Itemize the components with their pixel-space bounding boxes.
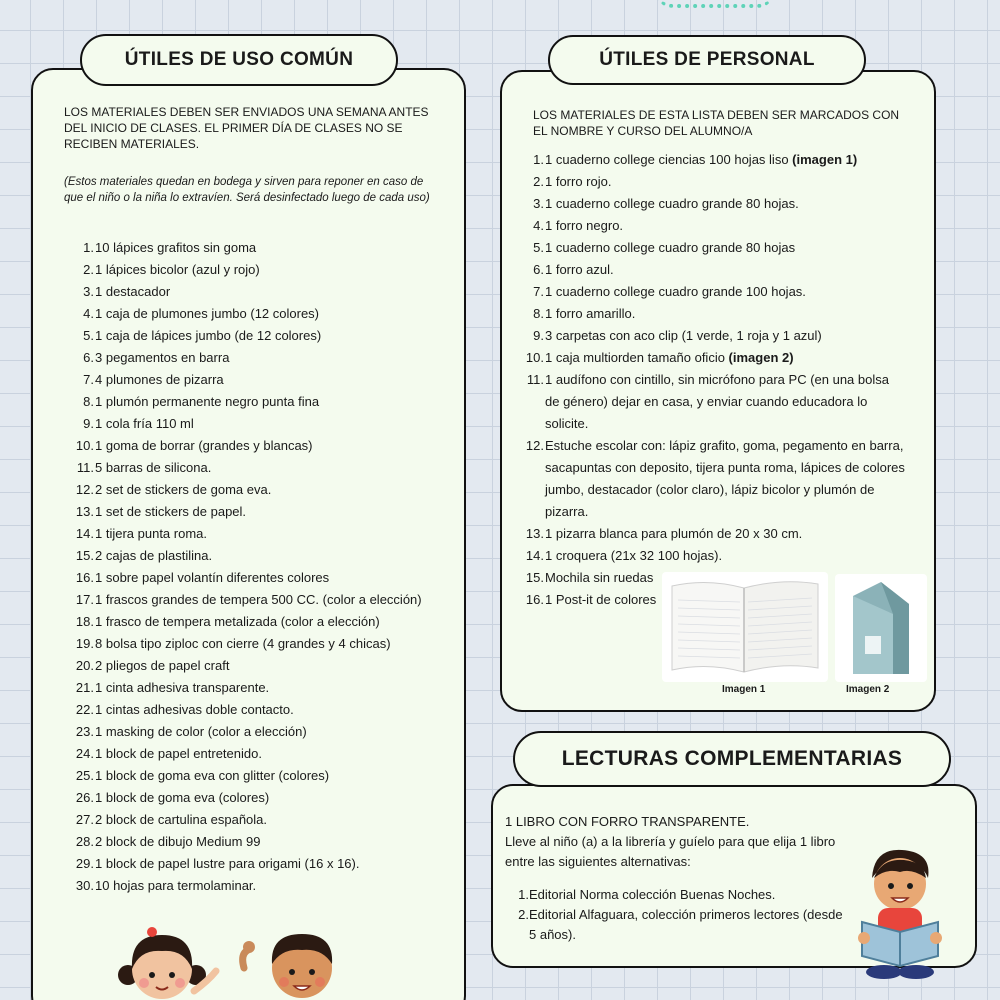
list-item-text	[95, 369, 460, 391]
comun-list	[60, 237, 460, 897]
list-item-text	[95, 523, 460, 545]
list-item-text	[95, 435, 460, 457]
list-item	[60, 501, 460, 523]
list-item-label: 1 plumón permanente negro punta fina	[95, 394, 320, 409]
list-item-text	[95, 259, 460, 281]
list-item-label: 3 pegamentos en barra	[95, 350, 230, 365]
list-item	[525, 149, 905, 171]
list-item-number: 10.	[525, 350, 544, 365]
list-item-number: 30.	[75, 878, 94, 893]
list-item-text	[95, 281, 460, 303]
list-item-text	[95, 567, 460, 589]
boy-waving-illustration	[236, 928, 346, 1000]
list-item-number: 13.	[525, 526, 544, 541]
decorative-dotted-arc	[655, 0, 775, 8]
list-item-number: 10.	[75, 438, 94, 453]
list-item-number: 1.	[533, 152, 544, 167]
list-item	[60, 875, 460, 897]
list-item-label: 1 frasco de tempera metalizada (color a elección)	[95, 614, 380, 629]
list-item-label: 1 forro negro.	[545, 218, 624, 233]
list-item	[525, 193, 905, 215]
list-item	[525, 171, 905, 193]
lecturas-line2: Lleve al niño (a) a la librería y guíelo para que elija 1 libro entre las siguientes alternativas:	[505, 834, 836, 869]
list-item-text	[545, 259, 905, 281]
list-item	[60, 787, 460, 809]
list-item-label: 2 block de dibujo Medium 99	[95, 834, 261, 849]
list-item-number: 3.	[533, 196, 544, 211]
list-item-number: 17.	[75, 592, 94, 607]
list-item-label: 10 lápices grafitos sin goma	[95, 240, 257, 255]
list-item-label: 1 block de goma eva con glitter (colores)	[95, 768, 330, 783]
list-item	[60, 589, 460, 611]
list-item-text	[95, 831, 460, 853]
list-item	[60, 523, 460, 545]
list-item	[60, 391, 460, 413]
list-item	[513, 885, 843, 905]
list-item-label: 1 croquera (21x 32 100 hojas).	[545, 548, 723, 563]
list-item-label: 4 plumones de pizarra	[95, 372, 224, 387]
list-item	[60, 809, 460, 831]
list-item	[525, 545, 905, 567]
list-item-label: Estuche escolar con: lápiz grafito, goma, pegamento en barra, sacapuntas con deposito, tijera punta roma, lápices de colores jumbo, destacador (color claro), lápiz bicolor y plumón de pizarra.	[545, 438, 905, 519]
list-item-number: 2.	[533, 174, 544, 189]
reading-boy-illustration	[852, 844, 948, 980]
list-item-number: 25.	[75, 768, 94, 783]
list-item-number: 14.	[75, 526, 94, 541]
list-item	[60, 457, 460, 479]
list-item-text	[95, 413, 460, 435]
list-item-label: 1 Post-it de colores	[545, 592, 657, 607]
list-item-text	[95, 655, 460, 677]
list-item	[525, 237, 905, 259]
list-item-number: 22.	[75, 702, 94, 717]
list-item-label: 1 block de goma eva (colores)	[95, 790, 270, 805]
list-item-number: 23.	[75, 724, 94, 739]
list-item-text	[545, 545, 905, 567]
list-item-label: 1 destacador	[95, 284, 171, 299]
comun-note: (Estos materiales quedan en bodega y sirven para reponer en caso de que el niño o la niña lo extravíen. Será desinfectado luego de cada uso)	[64, 176, 430, 204]
list-item-text	[95, 875, 460, 897]
list-item-label: 1 block de papel lustre para origami (16 x 16).	[95, 856, 360, 871]
list-item-text	[95, 391, 460, 413]
list-item-number: 5.	[83, 328, 94, 343]
list-item	[60, 325, 460, 347]
list-item-label: 1 cola fría 110 ml	[95, 416, 194, 431]
list-item-label: 2 set de stickers de goma eva.	[95, 482, 272, 497]
list-item-text	[95, 721, 460, 743]
personal-list	[525, 149, 905, 611]
list-item-label: 1 goma de borrar (grandes y blancas)	[95, 438, 313, 453]
list-item-number: 26.	[75, 790, 94, 805]
list-item	[60, 413, 460, 435]
list-item-label: 2 block de cartulina española.	[95, 812, 268, 827]
list-item-number: 15.	[75, 548, 94, 563]
list-item-label: 1 cinta adhesiva transparente.	[95, 680, 270, 695]
list-item-number: 6.	[533, 262, 544, 277]
list-item-number: 5.	[533, 240, 544, 255]
list-item	[525, 369, 905, 435]
list-item-label: 5 barras de silicona.	[95, 460, 212, 475]
list-item	[60, 259, 460, 281]
list-item-text	[95, 501, 460, 523]
list-item	[525, 347, 905, 369]
personal-title: ÚTILES DE PERSONAL	[548, 35, 866, 85]
list-item-text	[95, 347, 460, 369]
list-item-number: 2.	[83, 262, 94, 277]
list-item	[60, 765, 460, 787]
list-item-label: 1 masking de color (color a elección)	[95, 724, 307, 739]
list-item-label: 1 forro amarillo.	[545, 306, 636, 321]
list-item-text	[545, 215, 905, 237]
list-item-number: 2.	[518, 907, 529, 922]
list-item-label: 1 cuaderno college cuadro grande 100 hojas.	[545, 284, 806, 299]
comun-intro: LOS MATERIALES DEBEN SER ENVIADOS UNA SEMANA ANTES DEL INICIO DE CLASES. EL PRIMER DÍA DE CLASES NO SE RECIBEN MATERIALES.	[64, 105, 429, 151]
list-item-label: 1 frascos grandes de tempera 500 CC. (color a elección)	[95, 592, 422, 607]
list-item	[60, 633, 460, 655]
list-item-label: 1 caja de plumones jumbo (12 colores)	[95, 306, 320, 321]
list-item-text	[95, 303, 460, 325]
list-item-text	[545, 237, 905, 259]
list-item-label: 10 hojas para termolaminar.	[95, 878, 257, 893]
list-item-label: Mochila sin ruedas	[545, 570, 654, 585]
list-item	[60, 611, 460, 633]
list-item	[60, 699, 460, 721]
list-item	[60, 347, 460, 369]
list-item-label: 1 pizarra blanca para plumón de 20 x 30 cm.	[545, 526, 803, 541]
list-item-text	[95, 699, 460, 721]
list-item-text	[545, 369, 905, 435]
list-item-text	[95, 457, 460, 479]
list-item-number: 1.	[518, 887, 529, 902]
list-item	[513, 905, 843, 945]
list-item-number: 9.	[83, 416, 94, 431]
list-item	[60, 743, 460, 765]
list-item-label: Editorial Alfaguara, colección primeros lectores (desde 5 años).	[529, 907, 843, 942]
list-item-number: 16.	[75, 570, 94, 585]
list-item-number: 19.	[75, 636, 94, 651]
list-item-label: 2 pliegos de papel craft	[95, 658, 230, 673]
list-item-text	[95, 325, 460, 347]
list-item-number: 29.	[75, 856, 94, 871]
list-item	[60, 567, 460, 589]
list-item	[60, 281, 460, 303]
list-item-text	[95, 787, 460, 809]
list-item-number: 1.	[83, 240, 94, 255]
list-item-text	[545, 149, 905, 171]
list-item	[525, 435, 905, 523]
list-item-label: 1 block de papel entretenido.	[95, 746, 262, 761]
list-item-text	[529, 905, 843, 945]
list-item-number: 12.	[75, 482, 94, 497]
list-item-number: 7.	[533, 284, 544, 299]
image-reference: (imagen 1)	[792, 152, 858, 167]
list-item-label: 1 audífono con cintillo, sin micrófono para PC (en una bolsa de género) dejar en casa, y enviar cuando educadora lo solicite.	[545, 372, 889, 431]
list-item-number: 24.	[75, 746, 94, 761]
list-item-number: 11.	[526, 372, 544, 387]
list-item-label: Editorial Norma colección Buenas Noches.	[529, 887, 776, 902]
personal-intro: LOS MATERIALES DE ESTA LISTA DEBEN SER MARCADOS CON EL NOMBRE Y CURSO DEL ALUMNO/A	[533, 108, 900, 138]
list-item	[525, 303, 905, 325]
girl-illustration	[112, 925, 222, 1000]
lecturas-line1: 1 LIBRO CON FORRO TRANSPARENTE.	[505, 814, 750, 829]
list-item-text	[545, 281, 905, 303]
list-item-number: 11.	[76, 460, 94, 475]
list-item-text	[95, 237, 460, 259]
list-item-number: 28.	[75, 834, 94, 849]
list-item-label: 1 tijera punta roma.	[95, 526, 208, 541]
list-item-text	[95, 545, 460, 567]
list-item-number: 8.	[533, 306, 544, 321]
list-item-text	[545, 523, 905, 545]
list-item-text	[95, 633, 460, 655]
list-item	[60, 677, 460, 699]
list-item	[525, 259, 905, 281]
list-item-label: 1 caja de lápices jumbo (de 12 colores)	[95, 328, 322, 343]
list-item	[60, 237, 460, 259]
list-item-text	[545, 171, 905, 193]
list-item-label: 1 forro rojo.	[545, 174, 612, 189]
list-item	[60, 479, 460, 501]
list-item-number: 6.	[83, 350, 94, 365]
list-item-text	[545, 303, 905, 325]
list-item	[60, 721, 460, 743]
list-item-number: 15.	[525, 570, 544, 585]
list-item	[60, 545, 460, 567]
list-item	[525, 325, 905, 347]
lecturas-title: LECTURAS COMPLEMENTARIAS	[513, 731, 951, 787]
list-item-label: 1 cuaderno college cuadro grande 80 hojas	[545, 240, 796, 255]
list-item-text	[95, 589, 460, 611]
lecturas-list	[513, 885, 843, 945]
list-item	[525, 281, 905, 303]
list-item-number: 21.	[75, 680, 94, 695]
list-item	[525, 523, 905, 545]
list-item-number: 7.	[83, 372, 94, 387]
list-item-label: 8 bolsa tipo ziploc con cierre (4 grandes y 4 chicas)	[95, 636, 391, 651]
list-item	[60, 831, 460, 853]
list-item-label: 1 cuaderno college cuadro grande 80 hojas.	[545, 196, 799, 211]
notebook-image	[662, 572, 828, 682]
list-item-text	[529, 885, 843, 905]
list-item-number: 27.	[75, 812, 94, 827]
image-reference: (imagen 2)	[728, 350, 794, 365]
list-item-text	[545, 325, 905, 347]
list-item-number: 13.	[75, 504, 94, 519]
file-box-image	[835, 574, 927, 682]
list-item-text	[95, 611, 460, 633]
list-item-text	[95, 479, 460, 501]
list-item-number: 9.	[533, 328, 544, 343]
list-item-label: 1 cintas adhesivas doble contacto.	[95, 702, 294, 717]
list-item-number: 16.	[525, 592, 544, 607]
list-item-number: 20.	[75, 658, 94, 673]
list-item-label: 1 sobre papel volantín diferentes colores	[95, 570, 330, 585]
list-item-label: 1 lápices bicolor (azul y rojo)	[95, 262, 260, 277]
list-item-text	[545, 347, 905, 369]
list-item-label: 3 carpetas con aco clip (1 verde, 1 roja y 1 azul)	[545, 328, 822, 343]
list-item	[60, 435, 460, 457]
list-item-number: 12.	[525, 438, 544, 453]
list-item-label: 2 cajas de plastilina.	[95, 548, 213, 563]
list-item	[60, 369, 460, 391]
list-item-number: 4.	[83, 306, 94, 321]
list-item-label: 1 forro azul.	[545, 262, 614, 277]
caption-imagen-1: Imagen 1	[722, 684, 766, 695]
list-item-text	[545, 435, 905, 523]
list-item-number: 4.	[533, 218, 544, 233]
list-item	[60, 303, 460, 325]
list-item	[60, 853, 460, 875]
list-item-number: 3.	[83, 284, 94, 299]
list-item-text	[95, 677, 460, 699]
list-item	[60, 655, 460, 677]
list-item-label: 1 cuaderno college ciencias 100 hojas liso	[545, 152, 793, 167]
list-item-text	[545, 193, 905, 215]
list-item-number: 14.	[525, 548, 544, 563]
list-item-label: 1 set de stickers de papel.	[95, 504, 247, 519]
list-item-text	[95, 743, 460, 765]
list-item-text	[95, 853, 460, 875]
list-item-text	[95, 809, 460, 831]
list-item-label: 1 caja multiorden tamaño oficio	[545, 350, 729, 365]
comun-title: ÚTILES DE USO COMÚN	[80, 34, 398, 86]
list-item-number: 8.	[83, 394, 94, 409]
list-item	[525, 215, 905, 237]
list-item-text	[95, 765, 460, 787]
list-item-number: 18.	[75, 614, 94, 629]
caption-imagen-2: Imagen 2	[846, 684, 890, 695]
